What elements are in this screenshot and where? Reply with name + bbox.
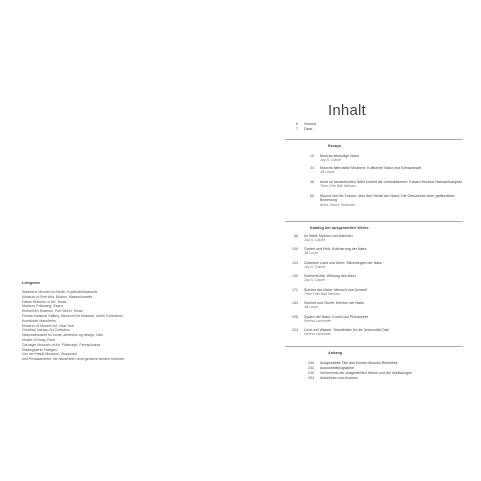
lender-item: Museum Folkwang, Essen xyxy=(22,304,64,309)
toc-entry-essay-2 xyxy=(298,180,462,189)
lender-item: Kimbell Art Museum, Fort Worth, Texas xyxy=(22,309,83,314)
entry-author: Jill Lloyd xyxy=(320,170,334,175)
entry-title: Autorinnen und Autoren xyxy=(320,376,358,380)
entry-title: Munchs lebendige Natur xyxy=(320,154,359,158)
entry-title: Zyklen der Natur: Kunst und Philosophie xyxy=(304,315,369,319)
toc-entry-appendix-0 xyxy=(298,361,398,365)
entry-title: Im Wald: Mythos und Märchen xyxy=(304,234,353,238)
divider xyxy=(285,221,463,222)
toc-entry-catalog-1 xyxy=(282,247,367,256)
entry-author: Jill Lloyd xyxy=(304,305,318,310)
lender-item: Staatliche Museen zu Berlin, Kupferstichkabinett xyxy=(22,290,98,294)
page-number: 34 xyxy=(310,166,314,170)
lender-item: Von der Heydt-Museum, Wuppertal xyxy=(22,352,77,357)
entry-title: Garten und Feld: Kultivierung der Natur xyxy=(304,247,367,251)
entry-author: Anne-Janne Veilstrøm xyxy=(320,202,356,207)
toc-entry-catalog-4 xyxy=(282,288,367,297)
page-number: 10 xyxy=(310,154,314,158)
lender-item: Museum of Fine Arts, Boston, Massachusetts xyxy=(22,294,93,299)
entry-title: Vorwort xyxy=(304,122,317,126)
entry-title: Munchs alternative Moderne: Kultivierte Natur und Klimawandel xyxy=(320,166,422,170)
toc-entry-essay-0 xyxy=(298,154,359,163)
toc-entry-appendix-3 xyxy=(298,376,358,380)
entry-title: Sonnenlichte: Wirkung des Meer xyxy=(304,274,356,278)
entry-author: Jay A. Clarke xyxy=(304,238,326,243)
lender-item: Christian Ivarsøn Art Collection xyxy=(22,328,71,333)
toc-entry-catalog-2 xyxy=(282,261,383,270)
toc-entry-intro-0 xyxy=(282,122,316,126)
entry-title: Schnee und Sturm: Kehrten der Natur xyxy=(304,301,365,305)
page-number: 242 xyxy=(308,366,314,370)
page-number: 224 xyxy=(292,328,298,332)
toc-entry-catalog-7 xyxy=(282,328,389,337)
page-number: 246 xyxy=(308,371,314,375)
entry-title: Schöne der Natur: Mensch und Umwelt xyxy=(304,288,367,292)
entry-author: Jill Lloyd xyxy=(304,251,318,256)
toc-entry-intro-1 xyxy=(282,127,312,131)
entry-title: Dank xyxy=(304,127,313,131)
toc-entry-essay-1 xyxy=(298,166,421,175)
entry-author: Jay A. Clarke xyxy=(304,278,326,283)
page-number: 184 xyxy=(292,301,298,305)
lender-item: und Privatsammler, die namentlich nicht genannt werden möchten xyxy=(22,357,125,362)
entry-author: Trine Otte Bak Nielsen xyxy=(304,292,340,297)
lenders-heading: Leihgeber xyxy=(22,281,41,285)
lenders-list xyxy=(22,281,124,362)
page-number: 254 xyxy=(308,376,314,380)
lender-item: Finnish National Gallery, Ateneum Art Museum, Antell Collections xyxy=(22,313,123,318)
lender-item: Nasjonalmuseet for kunst, arkitektur og design, Oslo xyxy=(22,333,104,338)
page-number: 172 xyxy=(292,288,298,292)
lender-item: Carnegie Museum of Art, Pittsburgh, Pennsylvania xyxy=(22,342,101,347)
page-number: 7 xyxy=(296,127,298,131)
page-number: 124 xyxy=(292,261,298,265)
section-heading-catalog: Katalog der ausgestellten Werke xyxy=(310,226,369,230)
page-number: 106 xyxy=(292,247,298,251)
lender-item: Museum of Modern Art, New York xyxy=(22,323,75,328)
section-heading-appendix: Anhang xyxy=(328,351,343,355)
entry-title: Licht und Wasser: Staudbilder für die Universität Oslo xyxy=(304,328,390,332)
lender-item: Dallas Museum of Art, Texas xyxy=(22,299,67,304)
entry-author: Nerina Lamonde xyxy=(304,319,331,324)
toc-entry-catalog-5 xyxy=(282,301,364,310)
page-number: 240 xyxy=(308,361,314,365)
page-number: 140 xyxy=(292,274,298,278)
section-heading-essays: Essays xyxy=(328,144,342,148)
lender-item: Kunsthalle Mannheim xyxy=(22,318,56,323)
lender-item: Staatsgalerie Stuttgart xyxy=(22,347,57,352)
toc-entry-catalog-6 xyxy=(282,315,368,324)
entry-title: Zwischen Land und Meer: Stimmungen der Natur xyxy=(304,261,383,265)
entry-author: Trine Otte Bak Nielsen xyxy=(320,184,356,189)
toc-entry-catalog-3 xyxy=(282,274,356,283)
entry-author: Nerina Lamonde xyxy=(304,332,331,337)
toc-entry-catalog-0 xyxy=(282,234,353,243)
lender-item: Musée d'Orsay, Paris xyxy=(22,337,56,342)
page-number: 208 xyxy=(292,315,298,319)
page-number: 66 xyxy=(310,194,314,198)
entry-author: Jay A. Clarke xyxy=(304,265,326,270)
divider xyxy=(285,139,463,140)
page-number: 48 xyxy=(310,180,314,184)
toc-entry-appendix-1 xyxy=(298,366,354,370)
toc-entry-appendix-2 xyxy=(298,371,412,375)
page-number: 6 xyxy=(296,122,298,126)
page-number: 88 xyxy=(294,234,298,238)
toc-entry-essay-3 xyxy=(298,194,460,207)
entry-title: Munch und die Frauen: über den Verfall der Natur: Die Geschichte einer gefährdeten Beziehung xyxy=(320,194,455,203)
entry-author: Jay A. Clarke xyxy=(320,158,342,163)
entry-title: Auch im fantasievollen Weld kurbelt die Lebensflamme: Edvard Munchs Naturphilosophie xyxy=(320,180,463,184)
entry-title: Ausgewählte Titel aus Edvard Munchs Bibliothek xyxy=(320,361,398,365)
page-title: Inhalt xyxy=(328,102,366,119)
divider xyxy=(285,346,463,347)
entry-title: Auswahlbibliographie xyxy=(320,366,354,370)
entry-title: Verzeichnis der ausgestellten Werke und der Abbildungen xyxy=(320,371,413,375)
